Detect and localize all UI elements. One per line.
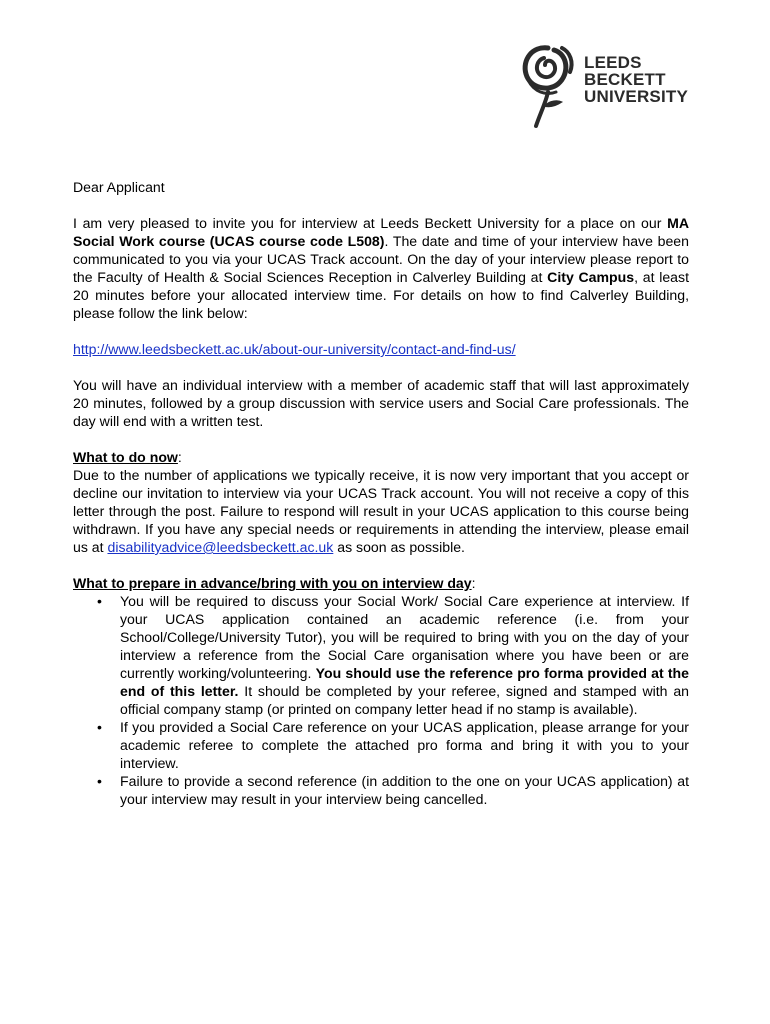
course-name: MA Social Work course (UCAS course code L508) bbox=[73, 215, 689, 249]
logo-wordmark bbox=[584, 54, 688, 105]
logo-line-3: UNIVERSITY bbox=[584, 87, 689, 106]
logo-line-2: BECKETT bbox=[584, 70, 666, 89]
list-item: • If you provided a Social Care reference on your UCAS application, please arrange for your academic referee to complete the attached pro forma and bring it with you to your interview. bbox=[97, 719, 689, 771]
campus-name: City Campus bbox=[547, 269, 635, 285]
salutation: Dear Applicant bbox=[73, 179, 165, 195]
email-link[interactable]: disabilityadvice@leedsbeckett.ac.uk bbox=[107, 539, 334, 555]
list-item: • You will be required to discuss your Social Work/ Social Care experience at interview. If your UCAS application contained an academic reference (i.e. from your School/College/University Tutor), you will be required to bring with you on the day of your interview a reference from the Social Care organisation where you have been or are currently working/volunteering. You should use the reference pro forma provided at the end of this letter. It should be completed by your referee, signed and stamped with an official company stamp (or printed on company letter head if no stamp is available). bbox=[97, 593, 689, 717]
what-to-do-heading: What to do now: bbox=[73, 449, 182, 465]
interview-format-paragraph: You will have an individual interview with a member of academic staff that will last approximately 20 minutes, followed by a group discussion with service users and Social Care professionals. The day will end with a written test. bbox=[73, 377, 689, 429]
what-to-do-paragraph: Due to the number of applications we typically receive, it is now very important that you accept or decline our invitation to interview via your UCAS Track account. You will not receive a copy of this letter through the post. Failure to respond will result in your UCAS application to this course being withdrawn. If you have any special needs or requirements in attending the interview, please email us at disabilityadvice@leedsbeckett.ac.uk as soon as possible. bbox=[73, 467, 689, 555]
intro-paragraph: I am very pleased to invite you for interview at Leeds Beckett University for a place on our MA Social Work course (UCAS course code L508). The date and time of your interview have been communicated to you via your UCAS Track account. On the day of your interview please report to the Faculty of Health & Social Sciences Reception in Calverley Building at City Campus, at least 20 minutes before your allocated interview time. For details on how to find Calverley Building, please follow the link below: bbox=[73, 215, 689, 321]
bullet-icon: • bbox=[97, 773, 102, 789]
bullet-icon: • bbox=[97, 593, 102, 609]
find-us-link[interactable]: http://www.leedsbeckett.ac.uk/about-our-university/contact-and-find-us/ bbox=[73, 341, 516, 357]
logo-line-1: LEEDS bbox=[584, 53, 642, 72]
bullet-icon: • bbox=[97, 719, 102, 735]
prepare-list bbox=[73, 592, 689, 808]
university-logo bbox=[518, 40, 693, 132]
prepare-heading: What to prepare in advance/bring with you on interview day: bbox=[73, 575, 476, 591]
rose-logo-icon bbox=[518, 40, 580, 132]
list-item: • Failure to provide a second reference (in addition to the one on your UCAS application) at your interview may result in your interview being cancelled. bbox=[97, 773, 689, 807]
letter-body bbox=[73, 178, 689, 808]
link-paragraph bbox=[73, 340, 689, 358]
